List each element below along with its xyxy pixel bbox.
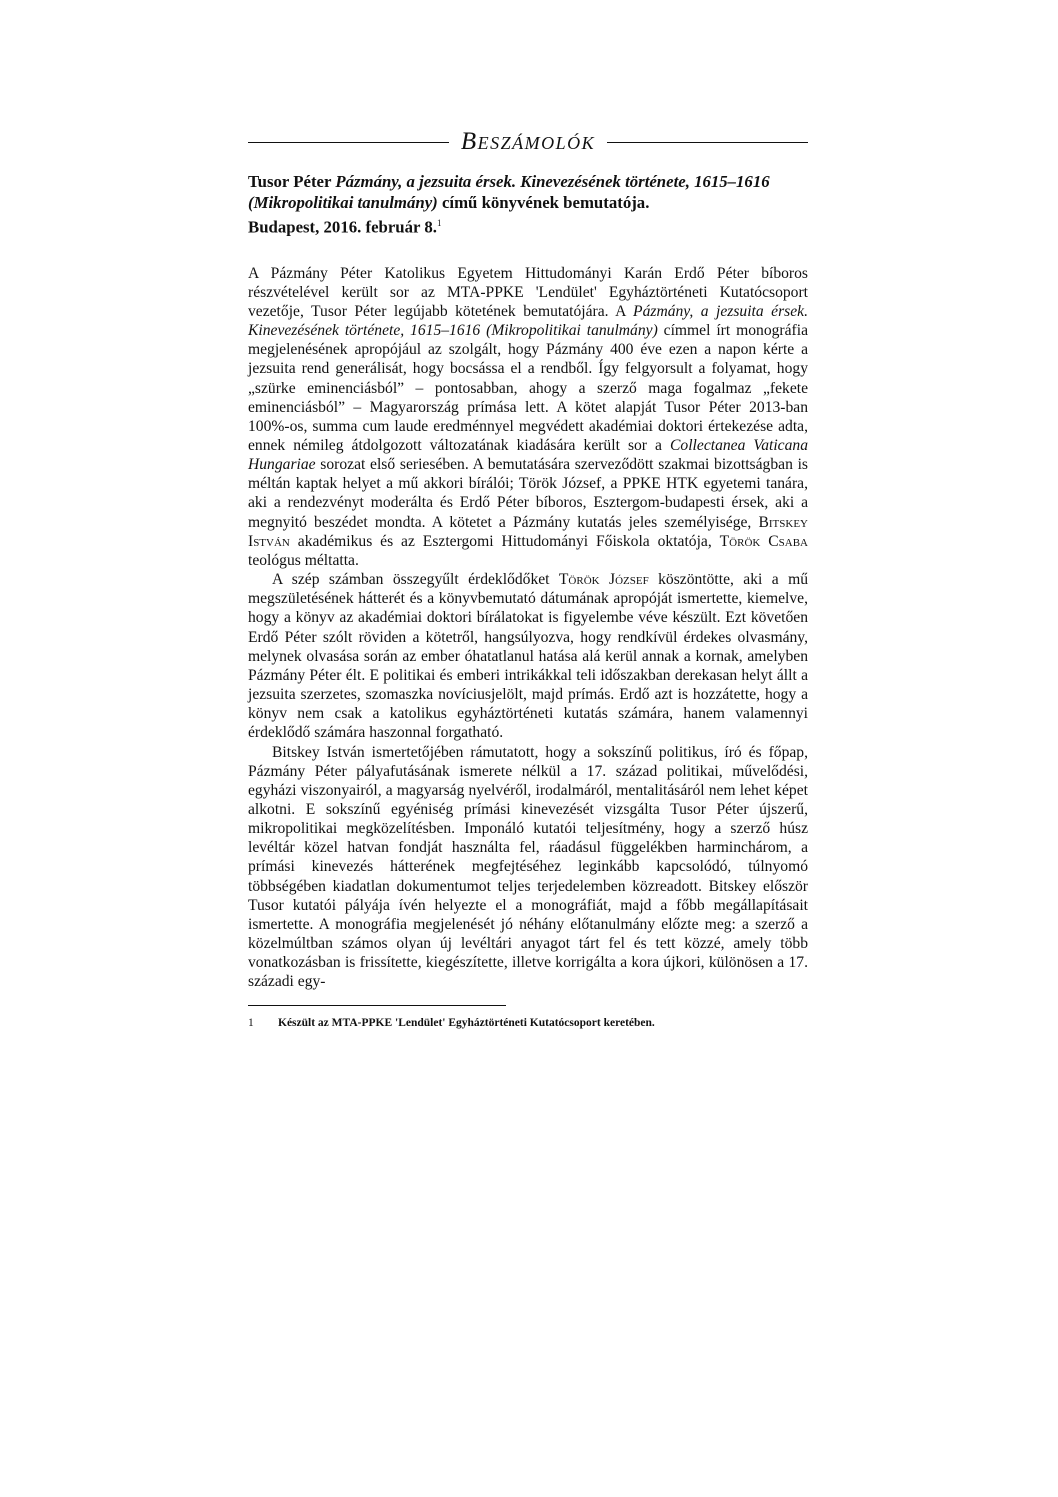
p1-text-g: akadémikus és az Esztergomi Hittudományi Főiskola oktatója,	[289, 532, 720, 550]
document-page	[248, 120, 808, 1029]
header-rule-left	[248, 142, 449, 143]
paragraph-3	[248, 743, 808, 992]
p2-text-a: A szép számban összegyűlt érdeklődőket	[272, 571, 559, 589]
footnote-number: 1	[248, 1016, 254, 1029]
p1-text-e: sorozat első seriesében. A bemutatására szerveződött szakmai bizottságban is méltán kaptak helyet a mű akkori bírálói; Török József, a PPKE HTK egyetemi tanára, aki a rendezvényt moderálta és Erdő Péter bíboros, Esztergom-budapesti érsek, aki a megnyitó beszédet mondta. A kötetet a Pázmány kutatás jeles személyisége,	[248, 456, 808, 531]
article-author: Tusor Péter	[248, 172, 332, 191]
p2-name-torok-jozsef: Török József	[558, 571, 649, 589]
book-title: Pázmány, a jezsuita érsek. Kinevezésének története, 1615–1616 (Mikropolitikai tanulmány)	[248, 172, 770, 212]
p2-text-c: köszöntötte, aki a mű megszületésének hátterét és a könyvbemutató dátumának apropóját ismertette, kiemelve, hogy a könyv az akadémiai doktori bírálatokat is figyelembe véve készült. Ezt követően Erdő Péter szólt röviden a kötetről, hangsúlyozva, hogy rendkívül érdekes olvasmány, melynek olvasása során az ember óhatatlanul hatása alá kerül annak a kornak, amelyben Pázmány Péter élt. E politikai és emberi intrikákkal teli időszakban derekasan helyt állt a jezsuita szerzetes, szomaszka novíciusjelölt, majd prímás. Erdő azt is hozzátette, hogy a könyv nem csak a katolikus egyháztörténeti kutatás számára, hanem valamennyi érdeklődő számára haszonnal forgatható.	[248, 571, 808, 742]
footnote-text: Készült az MTA-PPKE 'Lendület' Egyháztörténeti Kutatócsoport keretében.	[278, 1016, 655, 1029]
p1-name-bitskey: Bitskey István	[248, 513, 808, 550]
p1-text-c: címmel írt monográfia megjelenésének apropójául az szolgált, hogy Pázmány 400 éve ezen a napon kérte a jezsuita rend generálisát, hogy bocsássa el a rendből. Így felgyorsult a folyamat, hogy „szürke eminenciásból” – pontosabban, ahogy a szerző maga fogalmaz „fekete eminenciásból” – Magyarország prímása lett. A kötet alapját Tusor Péter 2013-ban 100%-os, summa cum laude eredménnyel megvédett akadémiai doktori értekezése adta, ennek némileg átdolgozott változatának kiadására került sor a	[248, 322, 808, 454]
footnote-reference: 1	[436, 218, 442, 228]
p1-book-title: Pázmány, a jezsuita érsek. Kinevezésének története, 1615–1616 (Mikropolitikai tanulmány)	[248, 302, 808, 340]
header-rule-right	[607, 142, 808, 143]
p1-name-torok-csaba: Török Csaba	[719, 532, 808, 550]
p3-text-a: Bitskey István ismertetőjében rámutatott, hogy a sokszínű politikus, író és főpap, Pázmány Péter pályafutásának ismerete nélkül a 17. század politikai, művelődési, egyházi viszonyairól, a magyarság nyelvéről, irodalmáról, mentalitásáról nem lehet képet alkotni. E sokszínű egyéniség prímási kinevezését vizsgálta Tusor Péter újszerű, mikropolitikai megközelítésben. Imponáló kutatói teljesítmény, hogy a szerző húsz levéltár közel hatvan fondját használta fel, ráadásul függelékben harminchárom, a prímási kinevezés hátterének megfejtéséhez leginkább kapcsolódó, túlnyomó többségében kiadatlan dokumentumot teljes terjedelemben közreadott. Bitskey először Tusor kutatói pályája ívén helyezte el a monográfiát, majd a főbb megállapításait ismertette. A monográfia megjelenését jó néhány előtanulmány előzte meg: a szerző a közelmúltban számos olyan új levéltári anyagot tárt fel és tett közzé, amely több vonatkozásban is frissítette, kiegészítette, illetve korrigálta a kora újkori, különösen a 17. századi egy-	[248, 743, 808, 991]
title-suffix: című könyvének bemutatója.	[441, 193, 650, 212]
section-header	[248, 120, 808, 164]
footnote	[248, 1017, 808, 1029]
article-body	[248, 264, 808, 992]
section-title: Beszámolók	[460, 128, 596, 155]
p1-text-a: A Pázmány Péter Katolikus Egyetem Hittudományi Karán Erdő Péter bíboros részvételével került sor az MTA-PPKE 'Lendület' Egyháztörténeti Kutatócsoport vezetője, Tusor Péter legújabb kötetének bemutatójára. A	[248, 264, 808, 320]
place-date: Budapest, 2016. február 8.	[248, 217, 437, 237]
p1-text-i: teológus méltatta.	[248, 551, 359, 569]
article-title	[248, 171, 808, 238]
footnote-rule	[248, 1005, 506, 1006]
paragraph-2	[248, 570, 808, 742]
paragraph-1	[248, 264, 808, 571]
p1-series-title: Collectanea Vaticana Hungariae	[248, 437, 808, 474]
